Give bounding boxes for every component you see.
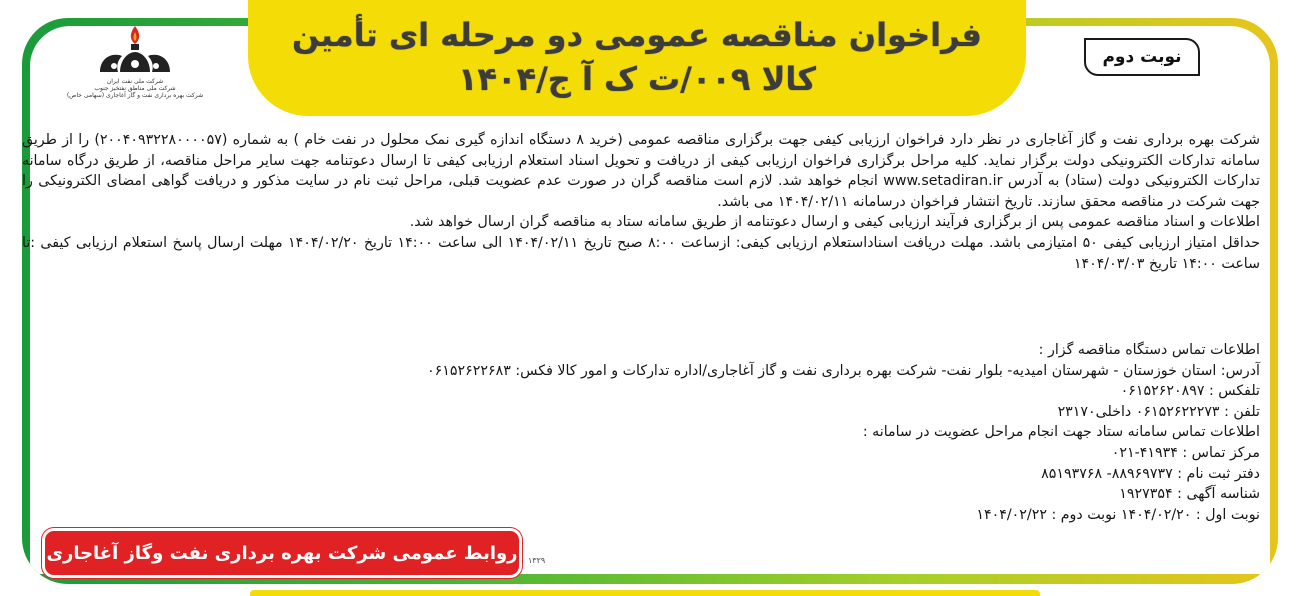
setad-registration-office: دفتر ثبت نام : ۸۸۹۶۹۷۳۷- ۸۵۱۹۳۷۶۸	[1041, 465, 1260, 482]
publication-dates: نوبت اول : ۱۴۰۴/۰۲/۲۰ نوبت دوم : ۱۴۰۴/۰۲/۲۲	[976, 506, 1260, 523]
bottom-strip	[250, 590, 1040, 596]
contact-section	[22, 340, 1260, 525]
title-line-2: کالا ۰۰۹/ت ک آ ج/۱۴۰۴	[457, 60, 817, 98]
contact-address: آدرس: استان خوزستان - شهرستان امیدیه- بلوار نفت- شرکت بهره برداری نفت و گاز آغاجاری/اداره تدارکات و امور کالا فکس: ۰۶۱۵۲۶۲۲۶۸۳	[427, 362, 1260, 379]
contact-heading: اطلاعات تماس دستگاه مناقصه گزار :	[1038, 342, 1260, 358]
body-paragraph-3: حداقل امتیاز ارزیابی کیفی ۵۰ امتیازمی باشد. مهلت دریافت اسناداستعلام ارزیابی کیفی: ازساعت ۸:۰۰ صبح تاریخ ۱۴۰۴/۰۲/۱۱ الی ساعت ۱۴:۰۰ تاریخ ۱۴۰۴/۰۲/۲۰ مهلت ارسال پاسخ استعلام ارزیابی کیفی :تا ساعت ۱۴:۰۰ تاریخ ۱۴۰۴/۰۳/۰۳	[22, 234, 1260, 272]
setad-heading: اطلاعات تماس سامانه ستاد جهت انجام مراحل عضویت در سامانه :	[862, 424, 1260, 441]
title-banner	[248, 0, 1026, 116]
logo-text-1: شرکت ملی نفت ایران	[106, 78, 164, 85]
flame-logo-icon	[90, 22, 180, 78]
setad-call-center: مرکز تماس : ۴۱۹۳۴-۰۲۱	[1111, 444, 1260, 461]
body-paragraph-1: شرکت بهره برداری نفت و گاز آغاجاری در نظر دارد فراخوان ارزیابی کیفی جهت برگزاری مناقصه عمومی (خرید ۸ دستگاه اندازه گیری نمک محلول در نفت خام ) به شماره (۲۰۰۴۰۹۳۲۲۸۰۰۰۰۵۷) را از طریق سامانه تدارکات الکترونیکی دولت برگزار نماید. کلیه مراحل برگزاری فراخوان ارزیابی کیفی از دریافت و تحویل اسناد استعلام ارزیابی کیفی تا ارسال دعوتنامه جهت سایر مراحل مناقصه، از طریق درگاه سامانه تدارکات الکترونیکی دولت (ستاد) به آدرس www.setadiran.ir انجام خواهد شد. لازم است مناقصه گران در صورت عدم عضویت قبلی، مراحل ثبت نام در سایت مذکور و دریافت گواهی امضای الکترونیکی را جهت شرکت در مناقصه محقق سازند. تاریخ انتشار فراخوان درسامانه ۱۴۰۴/۰۲/۱۱ می باشد.	[22, 132, 1261, 210]
logo-text-2: شرکت ملی مناطق نفتخیز جنوب	[94, 85, 176, 92]
company-logo	[50, 22, 220, 112]
title-line-1: فراخوان مناقصه عمومی دو مرحله ای تأمین	[292, 16, 982, 54]
body-paragraph-2: اطلاعات و اسناد مناقصه عمومی پس از برگزاری فرآیند ارزیابی کیفی و ارسال دعوتنامه از طریق سامانه ستاد به مناقصه گران ارسال خواهد شد.	[409, 214, 1260, 231]
ad-id: شناسه آگهی : ۱۹۲۷۳۵۴	[1119, 486, 1260, 503]
public-relations-label: روابط عمومی شرکت بهره برداری نفت وگاز آغاجاری	[42, 528, 522, 578]
contact-telefax: تلفکس : ۰۶۱۵۲۶۲۰۸۹۷	[1120, 383, 1260, 400]
serial-number: ۱۳۲۹	[528, 556, 546, 565]
announcement-body	[22, 130, 1260, 274]
logo-text-3: شرکت بهره برداری نفت و گاز آغاجاری (سهامی خاص)	[66, 92, 204, 99]
contact-phone: تلفن : ۰۶۱۵۲۶۲۲۲۷۳ داخلی۲۳۱۷۰	[1057, 403, 1260, 420]
notice-round-badge: نوبت دوم	[1084, 38, 1200, 76]
